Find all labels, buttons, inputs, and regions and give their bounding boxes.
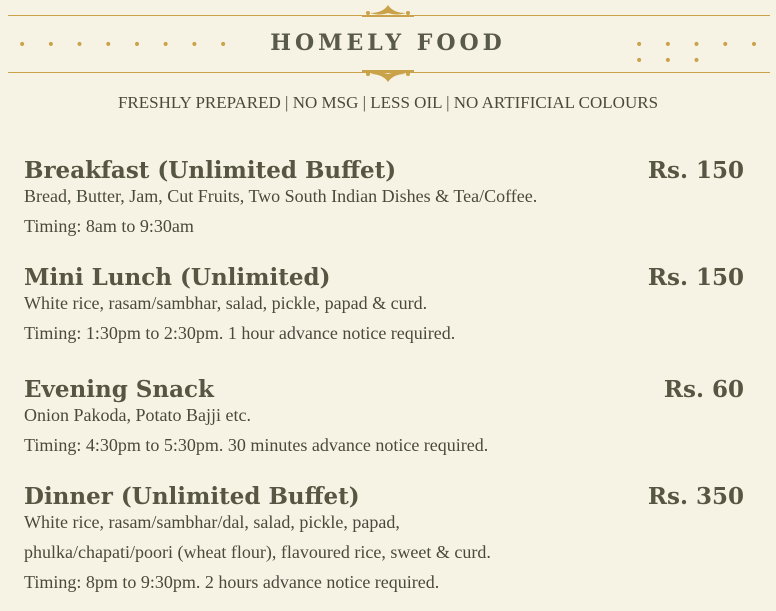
item-price: Rs. 150 [647, 157, 744, 184]
menu-item-breakfast [24, 157, 744, 237]
item-name: Dinner (Unlimited Buffet) [24, 483, 360, 510]
item-description-continued: phulka/chapati/poori (wheat flour), flavoured rice, sweet & curd. [24, 542, 491, 562]
item-name: Evening Snack [24, 376, 214, 403]
item-timing: Timing: 1:30pm to 2:30pm. 1 hour advance notice required. [24, 323, 456, 343]
ornament-bottom-icon [358, 66, 418, 84]
ornament-top-icon [358, 3, 418, 21]
item-timing: Timing: 8am to 9:30am [24, 216, 194, 236]
item-description: Onion Pakoda, Potato Bajji etc. [24, 405, 251, 425]
menu-header [0, 0, 776, 90]
dots-decoration-left: • • • • • • • • [18, 37, 236, 53]
menu-item-dinner [24, 483, 744, 593]
item-price: Rs. 350 [647, 483, 744, 510]
item-description: White rice, rasam/sambhar, salad, pickle, papad & curd. [24, 293, 428, 313]
item-description: White rice, rasam/sambhar/dal, salad, pickle, papad, [24, 512, 400, 532]
item-description: Bread, Butter, Jam, Cut Fruits, Two South Indian Dishes & Tea/Coffee. [24, 186, 538, 206]
dots-decoration-right: • • • • • • • • [635, 37, 767, 69]
subtitle-tagline: FRESHLY PREPARED | NO MSG | LESS OIL | NO ARTIFICIAL COLOURS [117, 93, 659, 112]
menu-item-mini-lunch [24, 264, 744, 344]
menu-item-evening-snack [24, 376, 744, 456]
item-price: Rs. 150 [647, 264, 744, 291]
item-timing: Timing: 8pm to 9:30pm. 2 hours advance notice required. [24, 572, 440, 592]
item-price: Rs. 60 [663, 376, 744, 403]
page-title: HOMELY FOOD [270, 30, 506, 56]
item-timing: Timing: 4:30pm to 5:30pm. 30 minutes advance notice required. [24, 435, 489, 455]
item-name: Mini Lunch (Unlimited) [24, 264, 331, 291]
item-name: Breakfast (Unlimited Buffet) [24, 157, 397, 184]
